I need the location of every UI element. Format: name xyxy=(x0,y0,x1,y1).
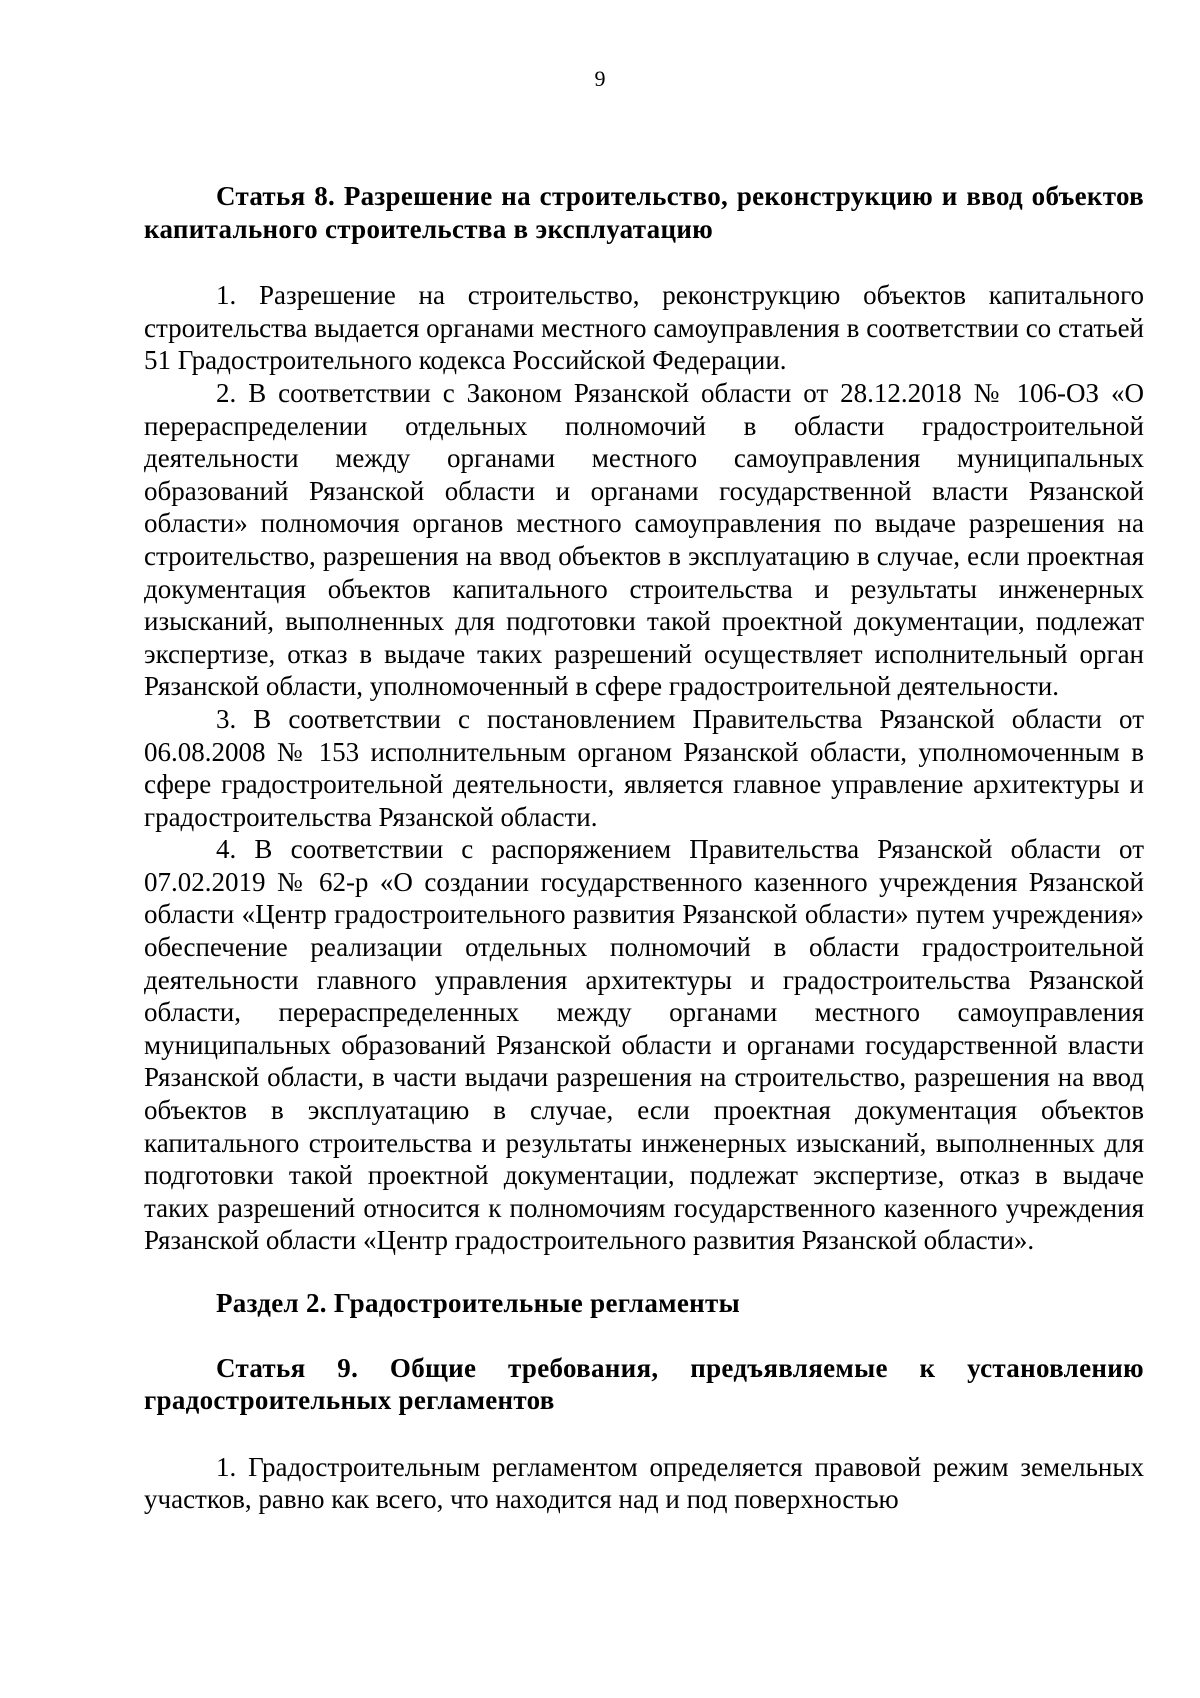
article-8-heading: Статья 8. Разрешение на строительство, реконструкцию и ввод объектов капитального строительства в эксплуатацию xyxy=(144,181,1144,244)
document-body xyxy=(144,180,1144,1516)
spacer xyxy=(144,1417,1144,1451)
section-2-heading: Раздел 2. Градостроительные регламенты xyxy=(216,1288,740,1318)
article-8-paragraph-4: 4. В соответствии с распоряжением Правительства Рязанской области от 07.02.2019 № 62-р «О создании государственного казенного учреждения Рязанской области «Центр градостроительного развития Рязанской области» путем учреждения» обеспечение реализации отдельных полномочий в области градостроительной деятельности главного управления архитектуры и градостроительства Рязанской области, перераспределенных между органами местного самоуправления муниципальных образований Рязанской области и органами государственной власти Рязанской области, в части выдачи разрешения на строительство, разрешения на ввод объектов в эксплуатацию в случае, если проектная документация объектов капитального строительства и результаты инженерных изысканий, выполненных для подготовки такой проектной документации, подлежат экспертизе, отказ в выдаче таких разрешений относится к полномочиям государственного казенного учреждения Рязанской области «Центр градостроительного развития Рязанской области». xyxy=(144,834,1144,1256)
page-number: 9 xyxy=(594,66,606,91)
article-8-paragraph-2: 2. В соответствии с Законом Рязанской области от 28.12.2018 № 106-ОЗ «О перераспределении отдельных полномочий в области градостроительной деятельности между органами местного самоуправления муниципальных образований Рязанской области и органами государственной власти Рязанской области» полномочия органов местного самоуправления по выдаче разрешения на строительство, разрешения на ввод объектов в эксплуатацию в случае, если проектная документация объектов капитального строительства и результаты инженерных изысканий, выполненных для подготовки такой проектной документации, подлежат экспертизе, отказ в выдаче таких разрешений осуществляет исполнительный орган Рязанской области, уполномоченный в сфере градостроительной деятельности. xyxy=(144,377,1144,702)
article-8-paragraph-1: 1. Разрешение на строительство, реконструкцию объектов капитального строительства выдается органами местного самоуправления в соответствии со статьей 51 Градостроительного кодекса Российской Федерации. xyxy=(144,280,1144,376)
article-8-paragraph-3: 3. В соответствии с постановлением Правительства Рязанской области от 06.08.2008 № 153 исполнительным органом Рязанской области, уполномоченным в сфере градостроительной деятельности, является главное управление архитектуры и градостроительства Рязанской области. xyxy=(144,703,1144,832)
spacer xyxy=(144,1320,1144,1352)
article-9-paragraph-1: 1. Градостроительным регламентом определяется правовой режим земельных участков, равно как всего, что находится над и под поверхностью xyxy=(144,1451,1144,1515)
article-9-heading: Статья 9. Общие требования, предъявляемые к установлению градостроительных регламентов xyxy=(144,1352,1144,1416)
spacer xyxy=(144,1257,1144,1287)
spacer xyxy=(144,245,1144,279)
